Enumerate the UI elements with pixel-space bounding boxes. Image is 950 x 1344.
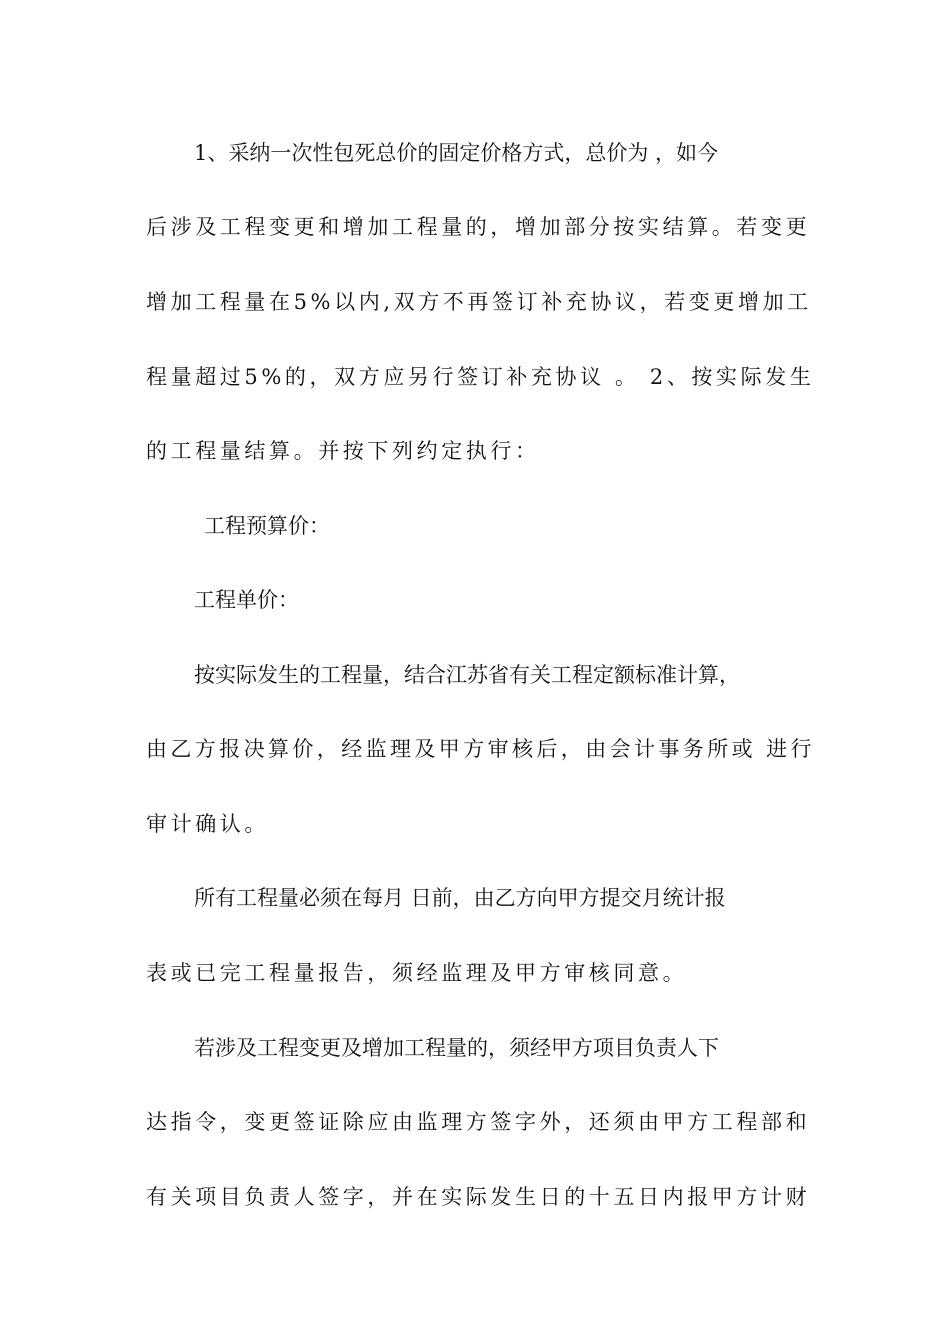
text-line-12: 表或已完工程量报告，须经监理及甲方审核同意。 [146, 961, 688, 985]
text-line-5: 的工程量结算。并按下列约定执行： [146, 439, 540, 463]
text-line-3: 增加工程量在5%以内,双方不再签订补充协议，若变更增加工 [146, 290, 812, 314]
text-line-15: 有关项目负责人签字，并在实际发生日的十五日内报甲方计财 [146, 1185, 811, 1209]
text-line-2: 后涉及工程变更和增加工程量的，增加部分按实结算。若变更 [146, 215, 811, 239]
text-line-6: 工程预算价： [204, 514, 330, 538]
text-line-9: 由乙方报决算价，经监理及甲方审核后，由会计事务所或 进行 [146, 737, 815, 761]
text-line-4: 程量超过5%的，双方应另行签订补充协议 。 2、按实际发生 [146, 365, 815, 389]
text-line-11: 所有工程量必须在每月 日前，由乙方向甲方提交月统计报 [194, 886, 726, 910]
text-line-10: 审计确认。 [146, 812, 269, 836]
text-line-13: 若涉及工程变更及增加工程量的，须经甲方项目负责人下 [194, 1036, 719, 1060]
text-line-14: 达指令，变更签证除应由监理方签字外，还须由甲方工程部和 [146, 1110, 811, 1134]
text-line-8: 按实际发生的工程量，结合江苏省有关工程定额标准计算， [194, 663, 740, 687]
text-line-7: 工程单价： [194, 588, 299, 612]
text-line-1: 1、采纳一次性包死总价的固定价格方式，总价为 ，如今 [194, 141, 719, 165]
